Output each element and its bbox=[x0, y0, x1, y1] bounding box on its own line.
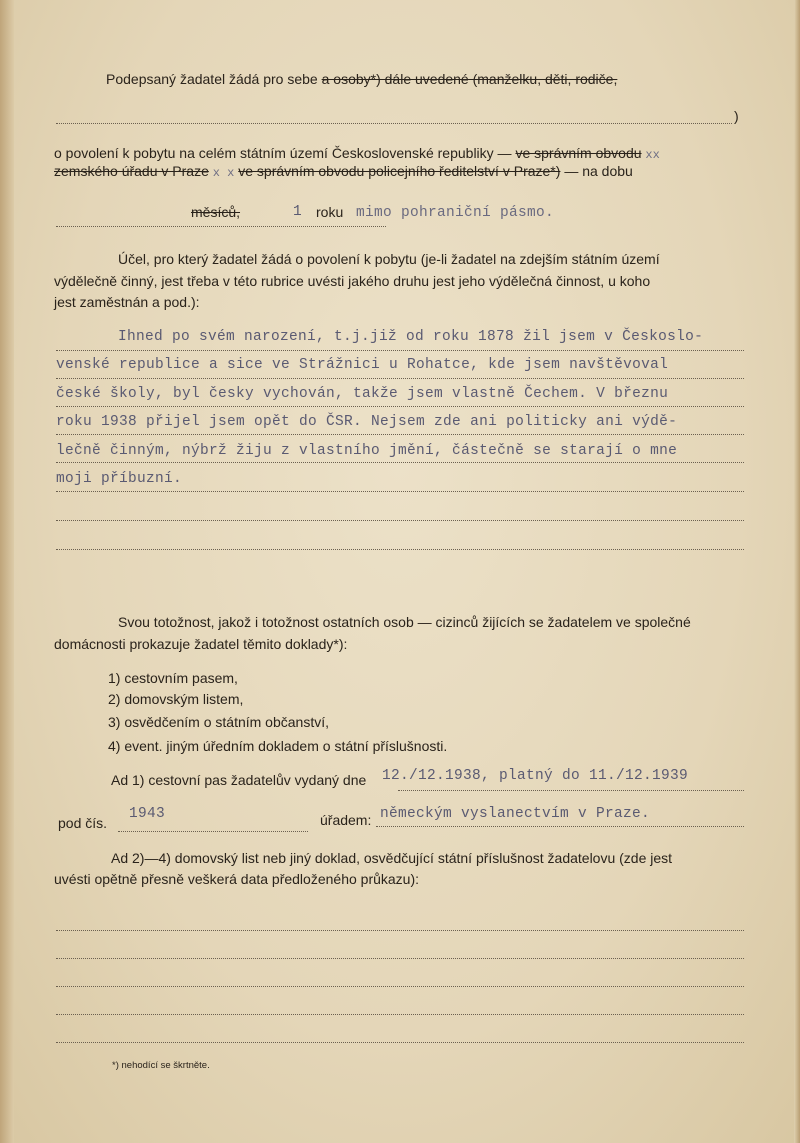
purpose-line-1: Účel, pro který žadatel žádá o povolení k pobytu (je-li žadatel na zdejším státním území bbox=[118, 251, 660, 267]
passport-office: německým vyslanectvím v Praze. bbox=[380, 806, 651, 822]
identity-item-num: 4) bbox=[108, 738, 121, 754]
identity-line-1: Svou totožnost, jakož i totožnost ostatních osob — cizinců žijících se žadatelem ve společné bbox=[118, 614, 691, 630]
passport-ad-prefix: Ad bbox=[111, 772, 129, 788]
paper-edge-left bbox=[0, 0, 14, 1143]
identity-item bbox=[108, 691, 243, 707]
dotted-line-empty bbox=[56, 1014, 744, 1015]
duration-value: 1 bbox=[293, 204, 303, 220]
passport-label-number: pod čís. bbox=[58, 815, 108, 831]
passport-number: 1943 bbox=[129, 806, 166, 822]
duration-unit: roku bbox=[316, 204, 344, 220]
identity-item-label: cestovním pasem, bbox=[124, 670, 238, 686]
footnote-mark: *) bbox=[112, 1060, 119, 1071]
duration-struck: měsíců, bbox=[191, 204, 241, 220]
purpose-answer-line: roku 1938 přijel jsem opět do ČSR. Nejsem zde ani politicky ani výdě- bbox=[56, 414, 678, 430]
dotted-line-empty bbox=[56, 958, 744, 959]
footnote bbox=[112, 1060, 210, 1071]
dotted-line-number bbox=[118, 831, 308, 832]
header-line1-text: Podepsaný žadatel žádá pro sebe bbox=[106, 71, 318, 87]
header-line-2 bbox=[54, 145, 660, 162]
dotted-line-office bbox=[376, 826, 744, 827]
identity-item bbox=[108, 738, 447, 754]
purpose-line-2: výdělečně činný, jest třeba v této rubrice uvésti jakého druhu jest jeho výdělečná činnost, u koho bbox=[54, 273, 651, 289]
identity-item-num: 1) bbox=[108, 670, 121, 686]
dotted-line-empty bbox=[56, 930, 744, 931]
identity-item-label: osvědčením o státním občanství, bbox=[124, 714, 329, 730]
purpose-answer-line: lečně činným, nýbrž žiju z vlastního jmění, částečně se starají o mne bbox=[56, 443, 678, 459]
passport-label-issued: cestovní pas žadatelův vydaný dne bbox=[148, 772, 367, 788]
header-close-paren: ) bbox=[734, 108, 739, 124]
purpose-line-3: jest zaměstnán a pod.): bbox=[54, 294, 200, 310]
header-line3-x-marks: x x bbox=[212, 166, 235, 180]
duration-struck-label bbox=[191, 204, 240, 220]
paper-edge-right bbox=[794, 0, 800, 1143]
identity-item-num: 2) bbox=[108, 691, 121, 707]
passport-ad bbox=[111, 772, 366, 788]
domicile-line-1: Ad 2)—4) domovský list neb jiný doklad, osvědčující státní příslušnost žadatelovu (zde jest bbox=[111, 850, 673, 866]
dotted-line-empty bbox=[56, 986, 744, 987]
identity-item-num: 3) bbox=[108, 714, 121, 730]
passport-label-office: úřadem: bbox=[320, 812, 372, 828]
purpose-answer-line: moji příbuzní. bbox=[56, 471, 183, 487]
passport-ad-num: 1) bbox=[132, 772, 145, 788]
dotted-line-empty bbox=[56, 549, 744, 550]
purpose-answer-line: české školy, byl česky vychován, takže jsem vlastně Čechem. V březnu bbox=[56, 386, 669, 402]
footnote-text: nehodící se škrtněte. bbox=[121, 1060, 210, 1071]
purpose-answer-line: Ihned po svém narození, t.j.již od roku 1878 žil jsem v Českoslo- bbox=[118, 329, 704, 345]
header-line2-text: o povolení k pobytu na celém státním území Československé republiky — bbox=[54, 145, 512, 161]
header-line3-struck-b: ve správním obvodu policejního ředitelství v Praze*) bbox=[238, 163, 561, 179]
identity-line-2: domácnosti prokazuje žadatel těmito doklady*): bbox=[54, 636, 348, 652]
domicile-line-2: uvésti opětně přesně veškerá data předloženého průkazu): bbox=[54, 871, 420, 887]
header-line-1 bbox=[106, 71, 617, 87]
dotted-line-persons bbox=[56, 123, 732, 124]
identity-item-label: event. jiným úředním dokladem o státní příslušnosti. bbox=[124, 738, 448, 754]
dotted-line-empty bbox=[56, 520, 744, 521]
identity-item bbox=[108, 714, 329, 730]
dotted-line-empty bbox=[56, 1042, 744, 1043]
header-line-3 bbox=[54, 163, 633, 180]
duration-note: mimo pohraniční pásmo. bbox=[356, 205, 555, 221]
identity-item-label: domovským listem, bbox=[124, 691, 244, 707]
header-line2-struck: ve správním obvodu bbox=[515, 145, 642, 161]
header-line3-struck-a: zemského úřadu v Praze bbox=[54, 163, 209, 179]
header-line3-end: — na dobu bbox=[564, 163, 633, 179]
passport-issued-date: 12./12.1938, platný do 11./12.1939 bbox=[382, 768, 689, 784]
dotted-line-issued bbox=[398, 790, 744, 791]
header-line2-x-marks: xx bbox=[645, 148, 660, 162]
header-line1-struck: a osoby*) dále uvedené (manželku, děti, rodiče, bbox=[321, 71, 618, 87]
identity-item bbox=[108, 670, 238, 686]
dotted-line-duration bbox=[56, 226, 386, 227]
purpose-answer-line: venské republice a sice ve Strážnici u Rohatce, kde jsem navštěvoval bbox=[56, 357, 669, 373]
